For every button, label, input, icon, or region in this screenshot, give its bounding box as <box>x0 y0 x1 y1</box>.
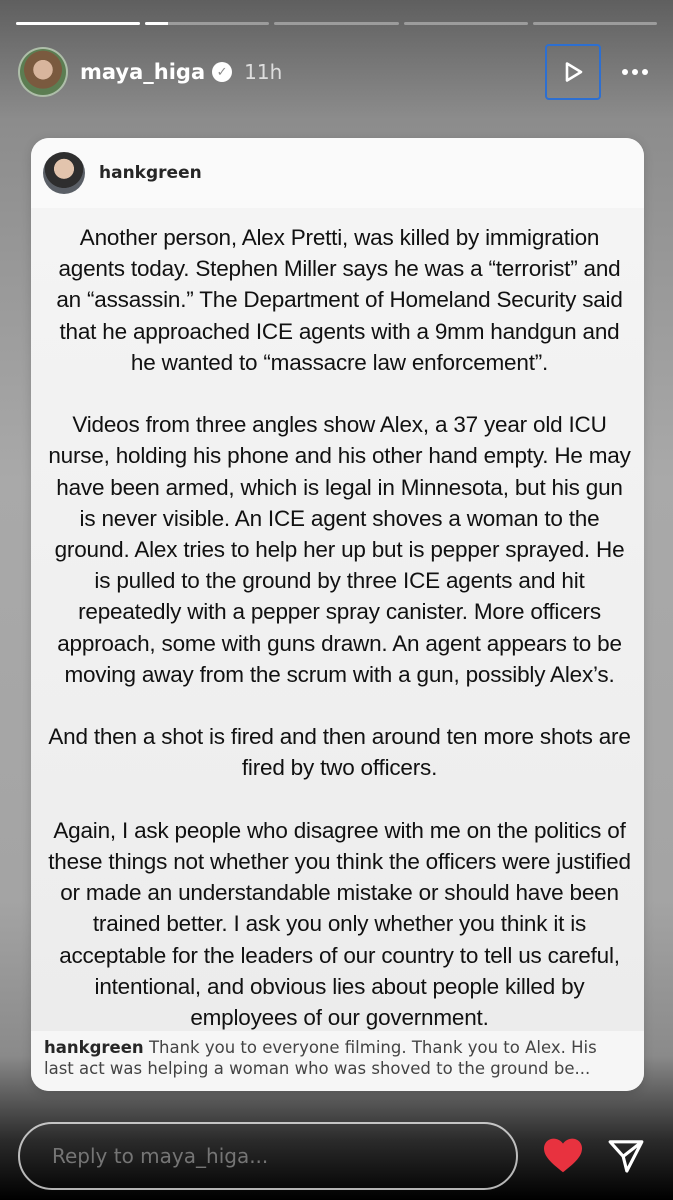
shared-post-header <box>31 138 644 208</box>
play-button[interactable] <box>545 44 601 100</box>
story-segment-2 <box>145 22 269 25</box>
more-options-button[interactable] <box>615 52 655 92</box>
send-icon[interactable] <box>606 1136 646 1176</box>
shared-post-card[interactable] <box>31 138 644 1091</box>
story-header <box>18 44 655 100</box>
reply-input[interactable] <box>18 1122 518 1190</box>
shared-post-image <box>31 208 644 1031</box>
caption-username: hankgreen <box>44 1038 144 1057</box>
story-text <box>47 222 632 1064</box>
story-paragraph-2: Videos from three angles show Alex, a 37 year old ICU nurse, holding his phone and his other hand empty. He may have been armed, which is legal in Minnesota, but his gun is never visible. An ICE agent shoves a woman to the ground. Alex tries to help her up but is pepper sprayed. He is pulled to the ground by three ICE agents and hit repeatedly with a pepper spray canister. More officers approach, some with guns drawn. An agent appears to be moving away from the scrum with a gun, possibly Alex’s. <box>48 412 631 687</box>
story-segment-4 <box>404 22 528 25</box>
story-progress-bar <box>16 22 657 25</box>
avatar[interactable] <box>18 47 68 97</box>
post-time: 11h <box>244 60 283 84</box>
story-segment-1 <box>16 22 140 25</box>
story-segment-fill <box>16 22 140 25</box>
author-username[interactable]: hankgreen <box>99 163 202 183</box>
play-icon <box>561 60 585 84</box>
username[interactable]: maya_higa <box>80 60 206 84</box>
heart-icon[interactable] <box>542 1136 584 1174</box>
story-segment-fill <box>145 22 167 25</box>
story-segment-5 <box>533 22 657 25</box>
story-paragraph-1: Another person, Alex Pretti, was killed by immigration agents today. Stephen Miller says he was a “terrorist” and an “assassin.” The Department of Homeland Security said that he approached ICE agents with a 9mm handgun and he wanted to “massacre law enforcement”. <box>56 225 623 375</box>
verified-badge-icon: ✓ <box>212 62 232 82</box>
story-segment-3 <box>274 22 398 25</box>
author-avatar[interactable] <box>43 152 85 194</box>
story-paragraph-4: Again, I ask people who disagree with me on the politics of these things not whether you think the officers were justified or made an understandable mistake or should have been trained better. I ask you only whether you think it is acceptable for the leaders of our country to tell us careful, intentional, and obvious lies about people killed by employees of our government. <box>48 817 631 1031</box>
story-paragraph-3: And then a shot is fired and then around ten more shots are fired by two officers. <box>48 724 631 781</box>
more-dots-icon <box>622 69 628 75</box>
caption-text: Thank you to everyone filming. Thank you to Alex. His last act was helping a woman who was shoved to the ground be... <box>44 1038 597 1078</box>
post-caption[interactable] <box>31 1031 644 1091</box>
